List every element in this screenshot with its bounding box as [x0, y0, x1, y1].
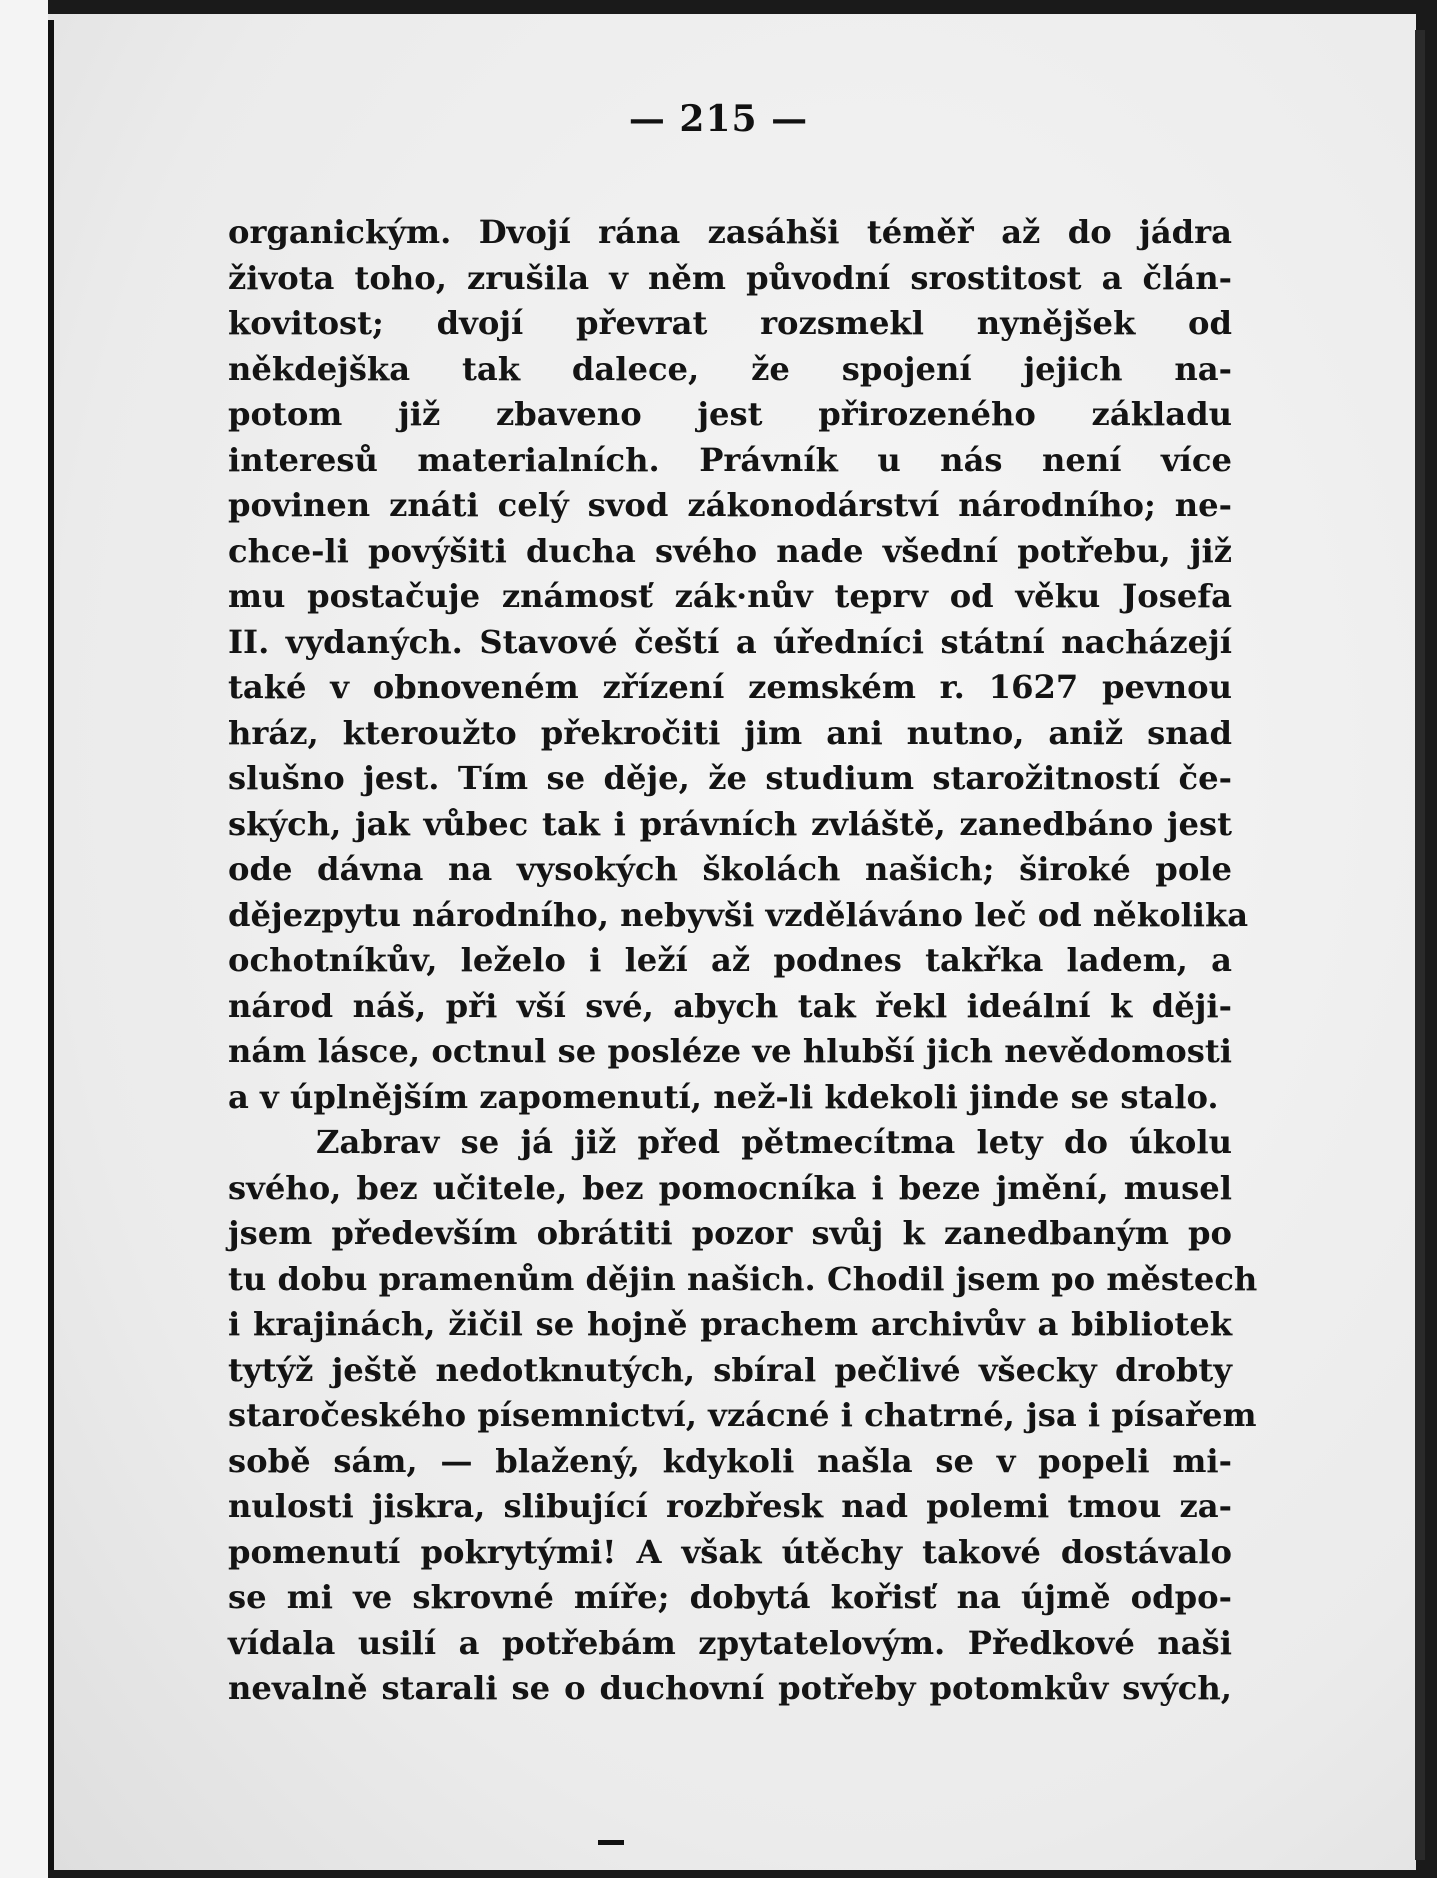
page-number: — 215 —	[628, 98, 809, 140]
text-line: ských, jak vůbec tak i právních zvláště, zanedbáno jest	[228, 804, 1232, 843]
text-line: se mi ve skrovné míře; dobytá kořisť na újmě odpo-	[228, 1578, 1232, 1616]
text-line: ode dávna na vysokých školách našich; široké pole	[228, 850, 1232, 888]
text-line: jsem především obrátiti pozor svůj k zanedbaným po	[228, 1214, 1232, 1252]
text-line: tytýž ještě nedotknutých, sbíral pečlivé všecky drobty	[228, 1350, 1232, 1389]
text-line: povinen znáti celý svod zákonodárství národního; ne-	[228, 486, 1232, 524]
text-line: vídala usilí a potřebám zpytatelovým. Předkové naši	[228, 1623, 1232, 1662]
text-line: mu postačuje známosť zák·nův teprv od věku Josefa	[228, 577, 1232, 615]
text-line: chce-li povýšiti ducha svého nade všední potřebu, již	[228, 531, 1232, 570]
body-text	[228, 210, 1258, 1712]
text-line: staročeského písemnictví, vzácné i chatrné, jsa i písařem	[228, 1396, 1257, 1434]
text-line: kovitost; dvojí převrat rozsmekl nynějšek od	[228, 304, 1232, 342]
text-line: Zabrav se já již před pětmecítma lety do úkolu	[316, 1123, 1232, 1161]
text-line: nám lásce, octnul se posléze ve hlubší jich nevědomosti	[228, 1032, 1232, 1070]
text-line: II. vydaných. Stavové čeští a úředníci státní nacházejí	[228, 622, 1232, 661]
text-line: tu dobu pramenům dějin našich. Chodil jsem po městech	[228, 1259, 1258, 1298]
page-right-edge	[1415, 30, 1425, 1860]
text-line: někdejška tak dalece, že spojení jejich na-	[228, 349, 1232, 388]
text-line: ochotníkův, leželo i leží až podnes takřka ladem, a	[228, 941, 1232, 979]
text-line: interesů materialních. Právník u nás není více	[228, 440, 1232, 479]
bottom-mark	[598, 1840, 624, 1845]
text-line: pomenutí pokrytými! A však útěchy takové dostávalo	[228, 1532, 1232, 1571]
text-line: nulosti jiskra, slibující rozbřesk nad polemi tmou za-	[228, 1487, 1232, 1525]
text-line: dějezpytu národního, nebyvši vzděláváno leč od několika	[228, 895, 1249, 934]
text-line: slušno jest. Tím se děje, že studium starožitností če-	[228, 759, 1232, 797]
text-line: života toho, zrušila v něm původní srostitost a člán-	[228, 258, 1232, 297]
text-line: hráz, kteroužto překročiti jim ani nutno, aniž snad	[228, 713, 1232, 752]
text-line: i krajinách, žičil se hojně prachem archivův a bibliotek	[228, 1305, 1232, 1343]
text-line: a v úplnějším zapomenutí, než-li kdekoli jinde se stalo.	[228, 1077, 1219, 1116]
text-line: také v obnoveném zřízení zemském r. 1627 pevnou	[228, 668, 1232, 706]
text-line: svého, bez učitele, bez pomocníka i beze jmění, musel	[228, 1168, 1232, 1207]
text-line: národ náš, při vší své, abych tak řekl ideální k ději-	[228, 986, 1232, 1025]
text-line: organickým. Dvojí rána zasáhši téměř až do jádra	[228, 213, 1232, 251]
page-margin-left	[0, 0, 48, 1878]
page-binding-edge	[48, 20, 54, 1870]
text-line: potom již zbaveno jest přirozeného základu	[228, 395, 1232, 433]
text-line: nevalně starali se o duchovní potřeby potomkův svých,	[228, 1669, 1232, 1707]
text-line: sobě sám, — blažený, kdykoli našla se v popeli mi-	[228, 1441, 1232, 1480]
